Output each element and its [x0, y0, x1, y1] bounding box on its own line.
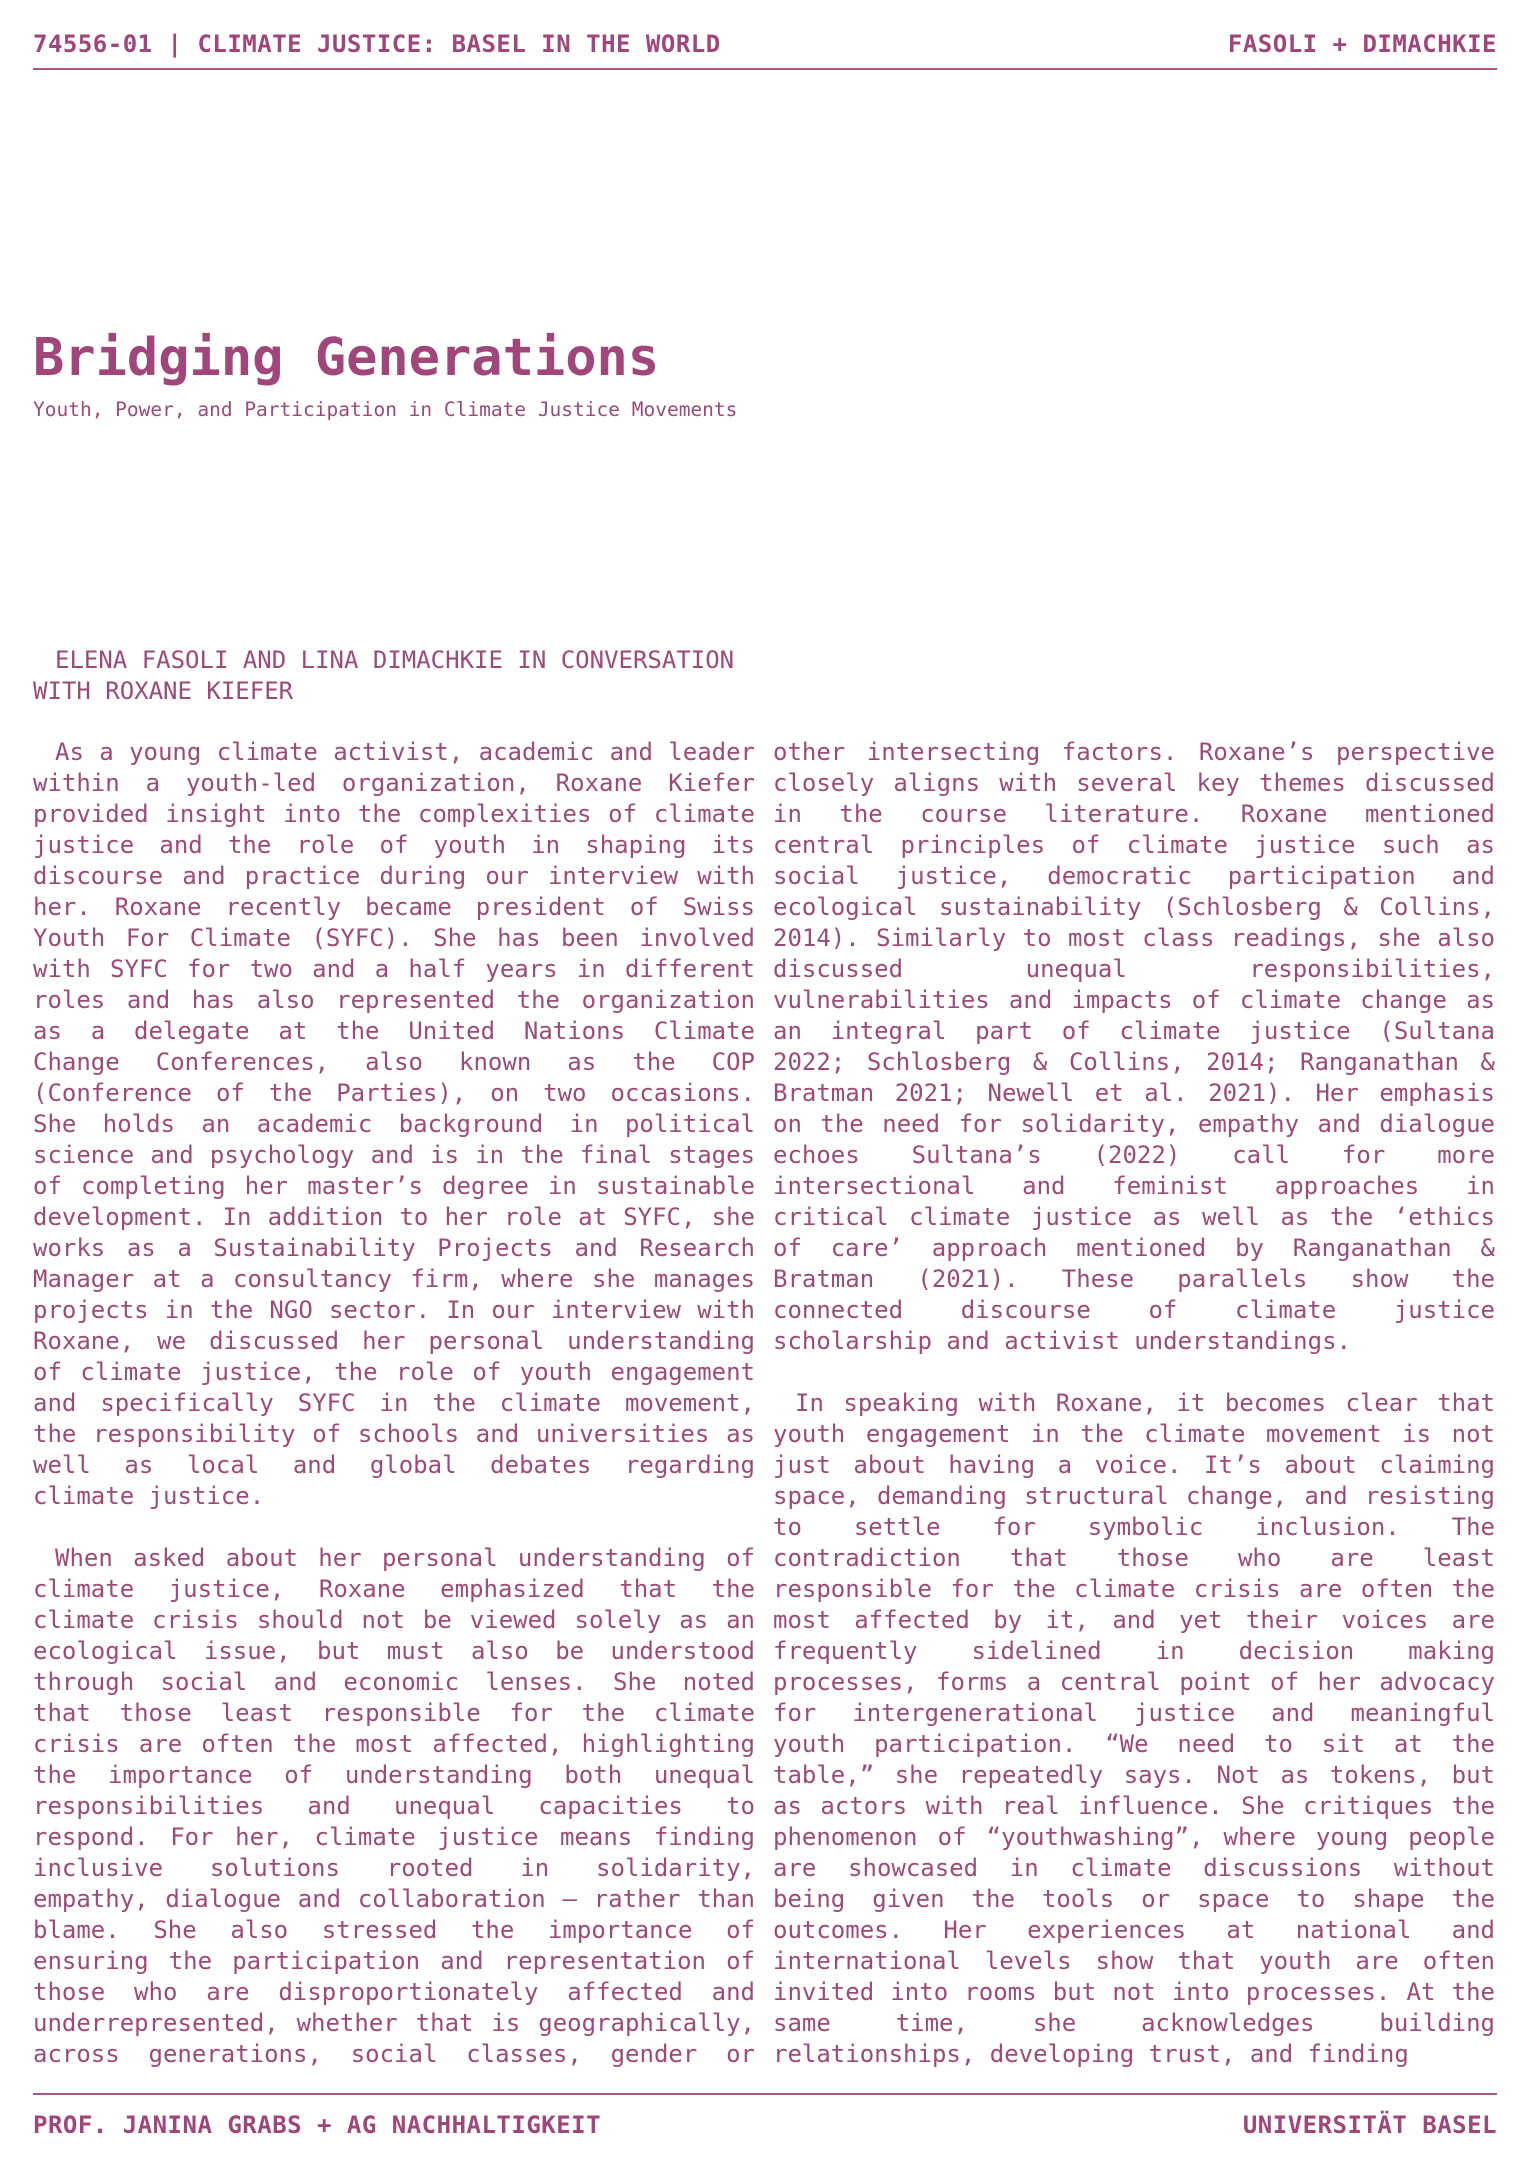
- professor-credit: PROF. JANINA GRABS + AG NACHHALTIGKEIT: [33, 2111, 602, 2139]
- course-code: 74556-01 | CLIMATE JUSTICE: BASEL IN THE WORLD: [33, 30, 721, 58]
- page-header: [33, 30, 1497, 70]
- authors-header: FASOLI + DIMACHKIE: [1227, 30, 1497, 58]
- body-paragraph: In speaking with Roxane, it becomes clear that youth engagement in the climate movement is not just about having a voice. It’s about claiming space, demanding structural change, and resisting to settle for symbolic inclusion. The contradiction that those who are least responsible for the climate crisis are often the most affected by it, and yet their voices are frequently sidelined in decision making processes, forms a central point of her advocacy for intergenerational justice and meaningful youth participation. “We need to sit at the table,” she repeatedly says. Not as tokens, but as actors with real influence. She critiques the phenomenon of “youthwashing”, where young people are showcased in climate discussions without being given the tools or space to shape the outcomes. Her experiences at national and international levels show that youth are often invited into rooms but not into processes. At the same time, she acknowledges building relationships, developing trust, and finding: [773, 1389, 1495, 2068]
- article-body: [33, 737, 1495, 2072]
- title-block: [33, 328, 933, 424]
- university-name: UNIVERSITÄT BASEL: [1242, 2111, 1497, 2139]
- article-title: Bridging Generations: [33, 328, 660, 388]
- article-byline: ELENA FASOLI AND LINA DIMACHKIE IN CONVERSATION WITH ROXANE KIEFER: [33, 646, 735, 705]
- article-subtitle: Youth, Power, and Participation in Climate Justice Movements: [33, 398, 738, 421]
- body-paragraph: When asked about her personal understanding of climate justice, Roxane emphasized that the climate crisis should not be viewed solely as an ecological issue, but must also be understood through social and economic lenses. She noted that those least responsible for the climate crisis are often the most affected, highlighting the importance of understanding both unequal responsibilities and unequal capacities to respond. For her, climate justice means finding inclusive solutions rooted in solidarity, empathy, dialogue and collaboration – rather than blame. She also stressed the importance of ensuring the participation and representation of those who are disproportionately affected and underrepresented, whether that is geographically, across generations, social classes, gender or other intersecting factors. Roxane’s perspective closely aligns with several key themes discussed in the course literature. Roxane mentioned central principles of climate justice such as social justice, democratic participation and ecological sustainability (Schlosberg & Collins, 2014). Similarly to most class readings, she also discussed unequal responsibilities, vulnerabilities and impacts of climate change as an integral part of climate justice (Sultana 2022; Schlosberg & Collins, 2014; Ranganathan & Bratman 2021; Newell et al. 2021). Her emphasis on the need for solidarity, empathy and dialogue echoes Sultana’s (2022) call for more intersectional and feminist approaches in critical climate justice as well as the ‘ethics of care’ approach mentioned by Ranganathan & Bratman (2021). These parallels show the connected discourse of climate justice scholarship and activist understandings.: [33, 738, 1495, 2068]
- page-footer: [33, 2093, 1497, 2139]
- body-paragraph: As a young climate activist, academic and leader within a youth-led organization, Roxane Kiefer provided insight into the complexities of climate justice and the role of youth in shaping its discourse and practice during our interview with her. Roxane recently became president of Swiss Youth For Climate (SYFC). She has been involved with SYFC for two and a half years in different roles and has also represented the organization as a delegate at the United Nations Climate Change Conferences, also known as the COP (Conference of the Parties), on two occasions. She holds an academic background in political science and psychology and is in the final stages of completing her master’s degree in sustainable development. In addition to her role at SYFC, she works as a Sustainability Projects and Research Manager at a consultancy firm, where she manages projects in the NGO sector. In our interview with Roxane, we discussed her personal understanding of climate justice, the role of youth engagement and specifically SYFC in the climate movement, the responsibility of schools and universities as well as local and global debates regarding climate justice.: [33, 738, 755, 1510]
